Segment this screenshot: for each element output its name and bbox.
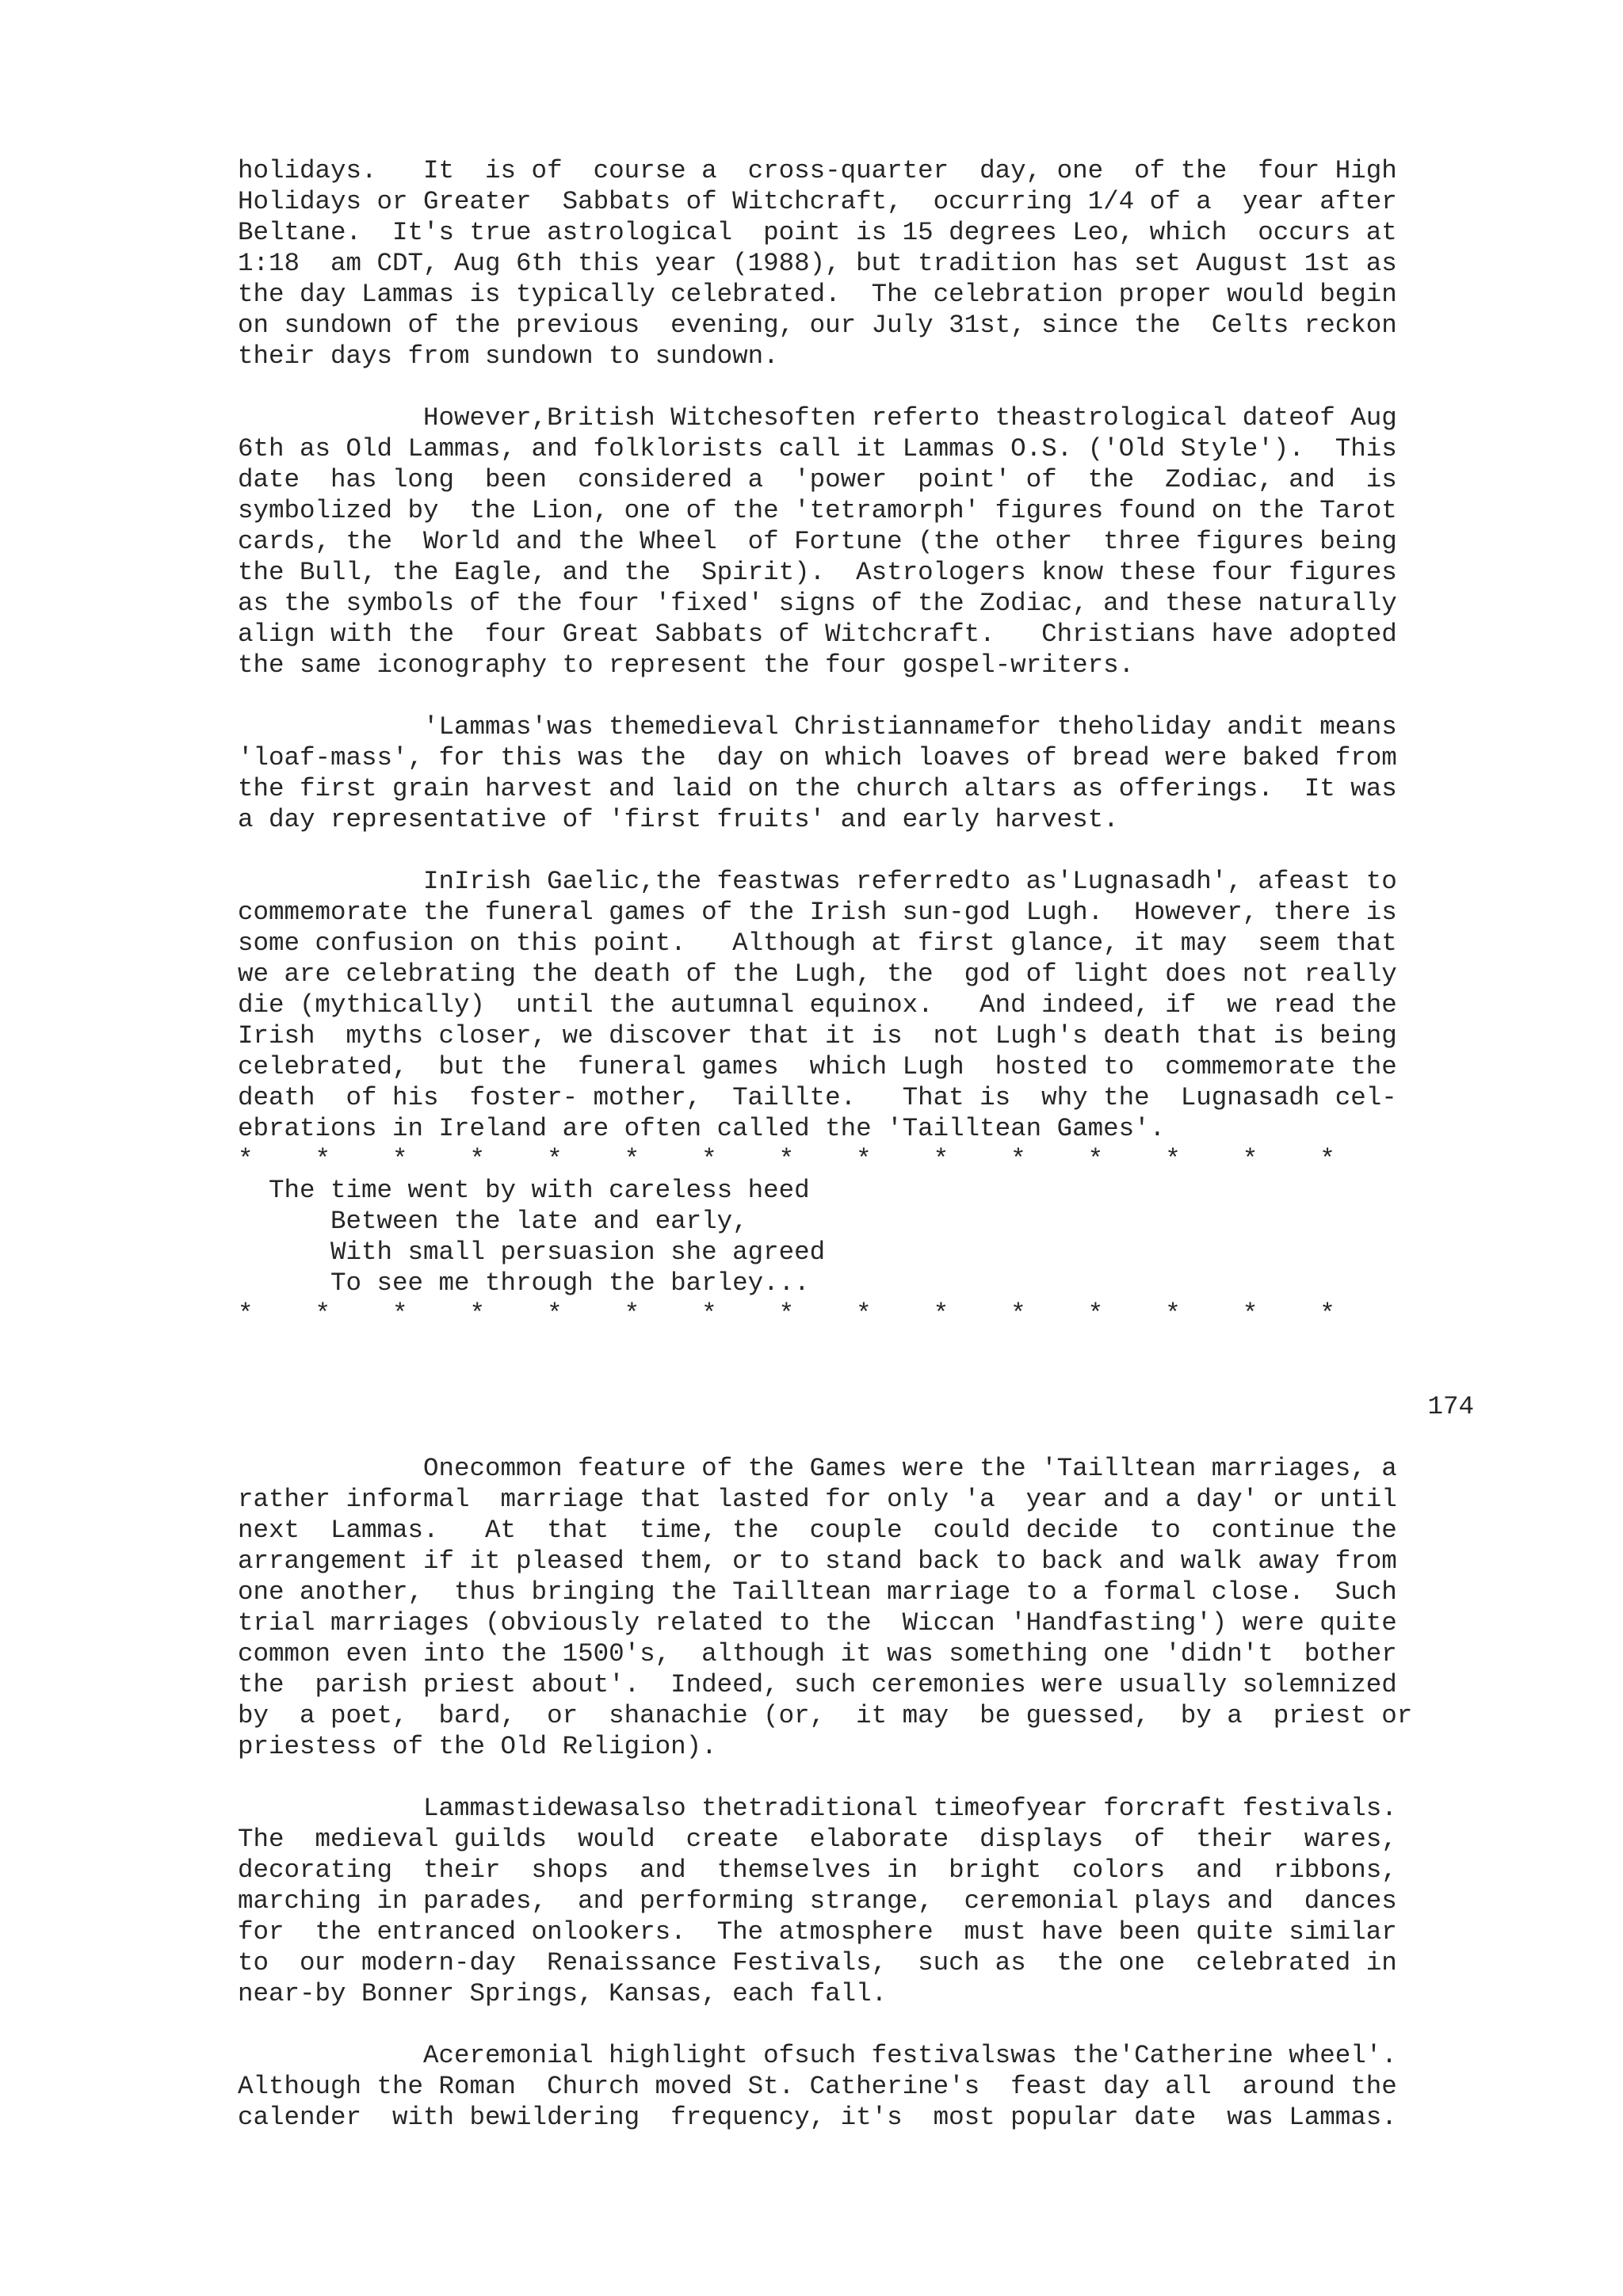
text-line: one another, thus bringing the Tailltean marriage to a formal close. Such xyxy=(238,1577,1397,1607)
text-line: align with the four Great Sabbats of Witchcraft. Christians have adopted xyxy=(238,620,1397,649)
text-line: 6th as Old Lammas, and folklorists call it Lammas O.S. ('Old Style'). This xyxy=(238,434,1397,463)
star-divider-top: * * * * * * * * * * * * * * * xyxy=(238,1145,1335,1174)
poem-block xyxy=(238,1175,1474,1299)
paragraph xyxy=(238,1793,1474,2009)
paragraph xyxy=(238,1453,1474,1762)
text-line: 'Lammas'was themedieval Christiannamefor theholiday andit means xyxy=(238,712,1397,742)
text-line: trial marriages (obviously related to the Wiccan 'Handfasting') were quite xyxy=(238,1608,1397,1638)
star-divider-bottom: * * * * * * * * * * * * * * * xyxy=(238,1299,1335,1329)
text-line: a day representative of 'first fruits' and early harvest. xyxy=(238,805,1119,834)
paragraph xyxy=(238,402,1474,681)
text-line: the parish priest about'. Indeed, such ceremonies were usually solemnized xyxy=(238,1670,1397,1699)
text-line: 'loaf-mass', for this was the day on which loaves of bread were baked from xyxy=(238,743,1397,772)
text-line: commemorate the funeral games of the Irish sun-god Lugh. However, there is xyxy=(238,898,1397,927)
text-line: the same iconography to represent the four gospel-writers. xyxy=(238,650,1135,680)
text-line: 1:18 am CDT, Aug 6th this year (1988), but tradition has set August 1st as xyxy=(238,249,1397,278)
text-line: holidays. It is of course a cross-quarter day, one of the four High xyxy=(238,156,1397,185)
text-line: as the symbols of the four 'fixed' signs of the Zodiac, and these naturally xyxy=(238,589,1397,618)
text-line: the first grain harvest and laid on the church altars as offerings. It was xyxy=(238,774,1397,803)
text-line: rather informal marriage that lasted for only 'a year and a day' or until xyxy=(238,1485,1397,1514)
text-line: date has long been considered a 'power point' of the Zodiac, and is xyxy=(238,465,1397,494)
document-page xyxy=(238,155,1474,2133)
text-line: by a poet, bard, or shanachie (or, it may be guessed, by a priest or xyxy=(238,1701,1413,1730)
page-number: 174 xyxy=(1427,1392,1474,1421)
text-section-before-poem xyxy=(238,155,1474,1144)
text-line: Although the Roman Church moved St. Catherine's feast day all around the xyxy=(238,2072,1397,2101)
poem-line: Between the late and early, xyxy=(238,1207,748,1236)
text-line: The medieval guilds would create elaborate displays of their wares, xyxy=(238,1825,1397,1854)
paragraph xyxy=(238,711,1474,835)
text-line: Lammastidewasalso thetraditional timeofyear forcraft festivals. xyxy=(238,1794,1397,1823)
text-line: symbolized by the Lion, one of the 'tetramorph' figures found on the Tarot xyxy=(238,496,1397,525)
text-line: some confusion on this point. Although at first glance, it may seem that xyxy=(238,929,1397,958)
text-line: the Bull, the Eagle, and the Spirit). Astrologers know these four figures xyxy=(238,558,1397,587)
text-line: Beltane. It's true astrological point is 15 degrees Leo, which occurs at xyxy=(238,218,1397,247)
text-line: on sundown of the previous evening, our July 31st, since the Celts reckon xyxy=(238,311,1397,340)
text-line: to our modern-day Renaissance Festivals, such as the one celebrated in xyxy=(238,1948,1397,1978)
text-line: InIrish Gaelic,the feastwas referredto as'Lugnasadh', afeast to xyxy=(238,867,1397,896)
text-line: arrangement if it pleased them, or to stand back to back and walk away from xyxy=(238,1547,1397,1576)
text-line: decorating their shops and themselves in bright colors and ribbons, xyxy=(238,1855,1397,1885)
text-line: priestess of the Old Religion). xyxy=(238,1732,717,1761)
text-line: near-by Bonner Springs, Kansas, each fall. xyxy=(238,1979,888,2008)
text-line: ebrations in Ireland are often called the 'Tailltean Games'. xyxy=(238,1114,1166,1143)
text-line: Irish myths closer, we discover that it is not Lugh's death that is being xyxy=(238,1021,1397,1051)
paragraph xyxy=(238,866,1474,1144)
text-section-after-page-break xyxy=(238,1453,1474,2133)
text-line: Aceremonial highlight ofsuch festivalswas the'Catherine wheel'. xyxy=(238,2041,1397,2070)
text-line: next Lammas. At that time, the couple could decide to continue the xyxy=(238,1516,1397,1545)
text-line: we are celebrating the death of the Lugh, the god of light does not really xyxy=(238,959,1397,989)
text-line: their days from sundown to sundown. xyxy=(238,341,779,371)
text-line: death of his foster- mother, Taillte. That is why the Lugnasadh cel- xyxy=(238,1083,1397,1112)
text-line: calender with bewildering frequency, it's most popular date was Lammas. xyxy=(238,2103,1397,2132)
text-line: Holidays or Greater Sabbats of Witchcraft, occurring 1/4 of a year after xyxy=(238,187,1397,216)
text-line: celebrated, but the funeral games which Lugh hosted to commemorate the xyxy=(238,1052,1397,1081)
paragraph xyxy=(238,2040,1474,2133)
text-line: for the entranced onlookers. The atmosphere must have been quite similar xyxy=(238,1917,1397,1947)
poem-line: With small persuasion she agreed xyxy=(238,1238,826,1267)
text-line: the day Lammas is typically celebrated. The celebration proper would begin xyxy=(238,280,1397,309)
poem-line: To see me through the barley... xyxy=(238,1268,810,1298)
text-line: marching in parades, and performing strange, ceremonial plays and dances xyxy=(238,1886,1397,1916)
text-line: common even into the 1500's, although it was something one 'didn't bother xyxy=(238,1639,1397,1669)
poem-line: The time went by with careless heed xyxy=(238,1176,810,1205)
text-line: Onecommon feature of the Games were the 'Tailltean marriages, a xyxy=(238,1454,1397,1483)
text-line: cards, the World and the Wheel of Fortune (the other three figures being xyxy=(238,527,1397,556)
paragraph xyxy=(238,155,1474,372)
text-line: die (mythically) until the autumnal equinox. And indeed, if we read the xyxy=(238,990,1397,1020)
text-line: However,British Witchesoften referto theastrological dateof Aug xyxy=(238,403,1397,433)
